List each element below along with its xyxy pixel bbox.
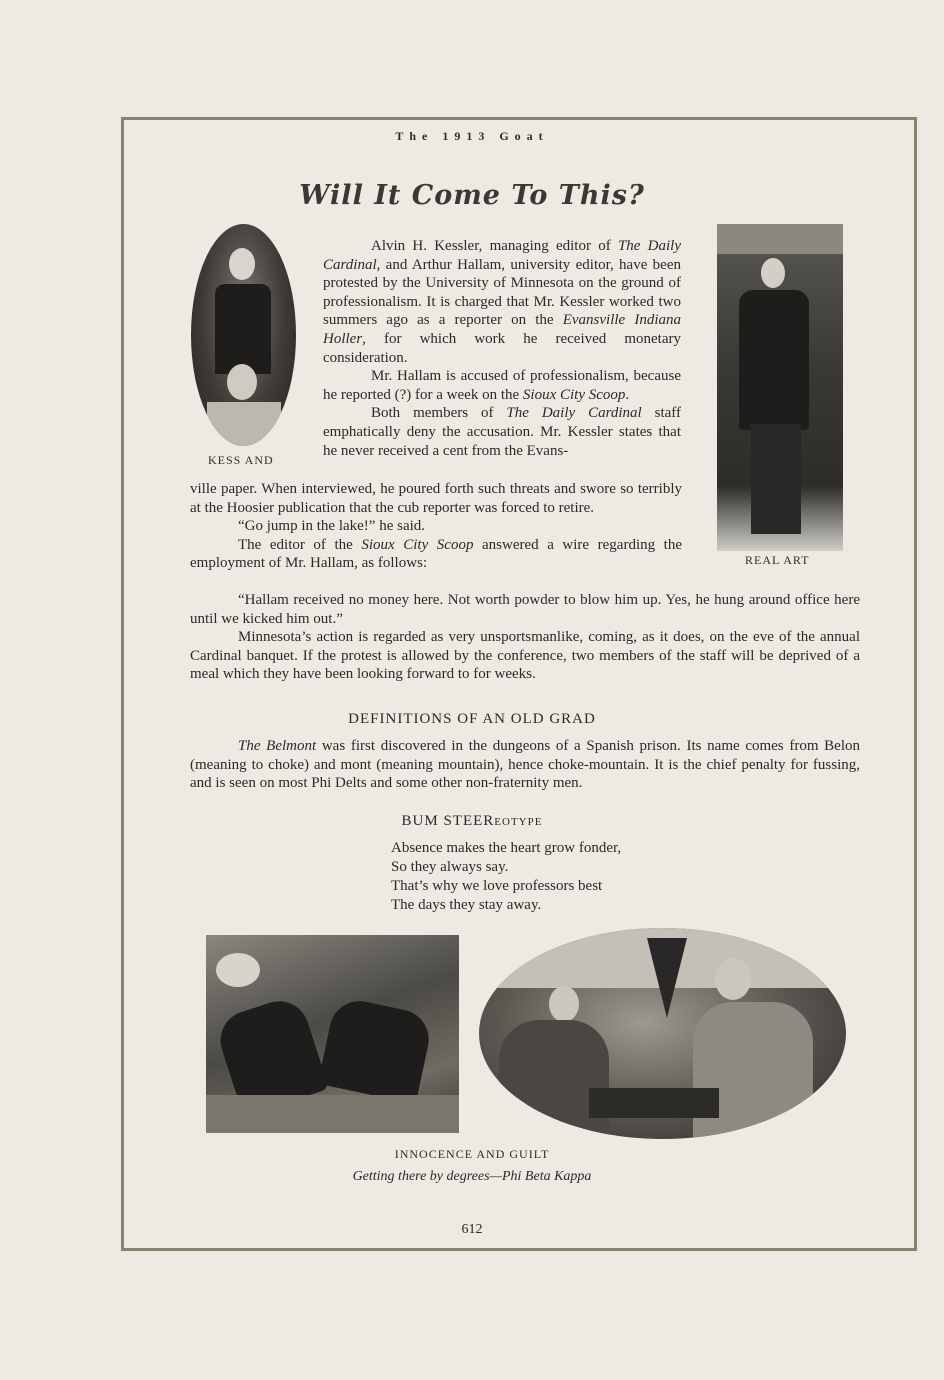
definitions-heading: DEFINITIONS OF AN OLD GRAD: [348, 711, 596, 727]
article-paragraph-3-end: ville paper. When interviewed, he poured forth such threats and swore so terribly at the Hoosier publication that the cub reporter was forced to retire.: [190, 481, 682, 516]
poem-line-3: That’s why we love professors best: [391, 878, 603, 894]
article-paragraph-3-start: Both members of The Daily Cardinal staff emphatically deny the accusation. Mr. Kessler states that he never received a cent from the Evans-: [323, 405, 681, 459]
page-number: 612: [461, 1222, 483, 1237]
poem-line-1: Absence makes the heart grow fonder,: [391, 840, 622, 856]
porch-background: [717, 224, 843, 254]
portrait-face-lower: [227, 364, 257, 400]
article-paragraph-7: Minnesota’s action is regarded as very unsportsmanlike, coming, as it does, on the eve of the annual Cardinal banquet. If the protest is allowed by the conference, two members of the staff will be deprived of a meal which they have been looking forward to for weeks.: [190, 629, 860, 683]
standing-man-photo: [717, 224, 843, 551]
article-middle-column: [190, 480, 682, 573]
card-player-right-face: [715, 958, 751, 1000]
definitions-text: [190, 737, 860, 793]
standing-man-coat: [739, 290, 809, 430]
card-player-left-face: [549, 986, 579, 1022]
card-players-photo: [479, 928, 846, 1139]
ground-leaves: [206, 1095, 459, 1133]
pennant-shape: [647, 938, 687, 1018]
article-paragraph-6: “Hallam received no money here. Not worth powder to blow him up. Yes, he hung around office here until we kicked him out.”: [190, 592, 860, 627]
standing-man-face: [761, 258, 785, 288]
portrait-face-upper: [229, 248, 255, 280]
caption-innocence-and-guilt: INNOCENCE AND GUILT: [394, 1147, 550, 1161]
resting-man-right: [318, 996, 435, 1105]
running-head: The 1913 Goat: [395, 129, 549, 143]
portrait-oval-photo: [191, 224, 296, 446]
bum-steer-poem: [391, 839, 621, 915]
portrait-figure-upper: [215, 284, 271, 374]
article-paragraph-1: Alvin H. Kessler, managing editor of The Daily Cardinal, and Arthur Hallam, university editor, have been protested by the University of Minnesota on the ground of professionalism. It is charged that Mr. Kessler worked two summers ago as a reporter on the Evansville Indiana Holler, for which work he received monetary consideration.: [323, 238, 681, 366]
card-player-right: [693, 1002, 813, 1139]
article-paragraph-2: Mr. Hallam is accused of professionalism, because he reported (?) for a week on the Sioux City Scoop.: [323, 368, 681, 403]
definitions-paragraph: The Belmont was first discovered in the dungeons of a Spanish prison. Its name comes from Belon (meaning to choke) and mont (meaning mountain), hence choke-mountain. It is the chief penalty for fussing, and is seen on most Phi Delts and some other non-fraternity men.: [190, 738, 860, 792]
bum-steer-heading: BUM STEEREOTYPE: [401, 813, 543, 829]
poem-line-2: So they always say.: [391, 859, 509, 875]
article-title: Will It Come To This?: [299, 180, 645, 211]
caption-getting-there: Getting there by degrees—Phi Beta Kappa: [352, 1169, 592, 1184]
poem-line-4: The days they stay away.: [391, 897, 542, 913]
portrait-figure-lower: [207, 402, 281, 446]
caption-kess-and: KESS AND: [208, 453, 274, 467]
caption-real-art: REAL ART: [745, 553, 810, 567]
article-paragraph-5: The editor of the Sioux City Scoop answered a wire regarding the employment of Mr. Hallam, as follows:: [190, 536, 682, 572]
article-narrow-column: [323, 237, 681, 460]
card-table: [589, 1088, 719, 1118]
standing-man-legs: [751, 424, 801, 534]
hat-shape: [216, 953, 260, 987]
two-men-resting-photo: [206, 935, 459, 1133]
article-paragraph-4: “Go jump in the lake!” he said.: [238, 518, 426, 535]
card-player-left: [499, 1020, 609, 1139]
article-full-column: [190, 591, 860, 684]
